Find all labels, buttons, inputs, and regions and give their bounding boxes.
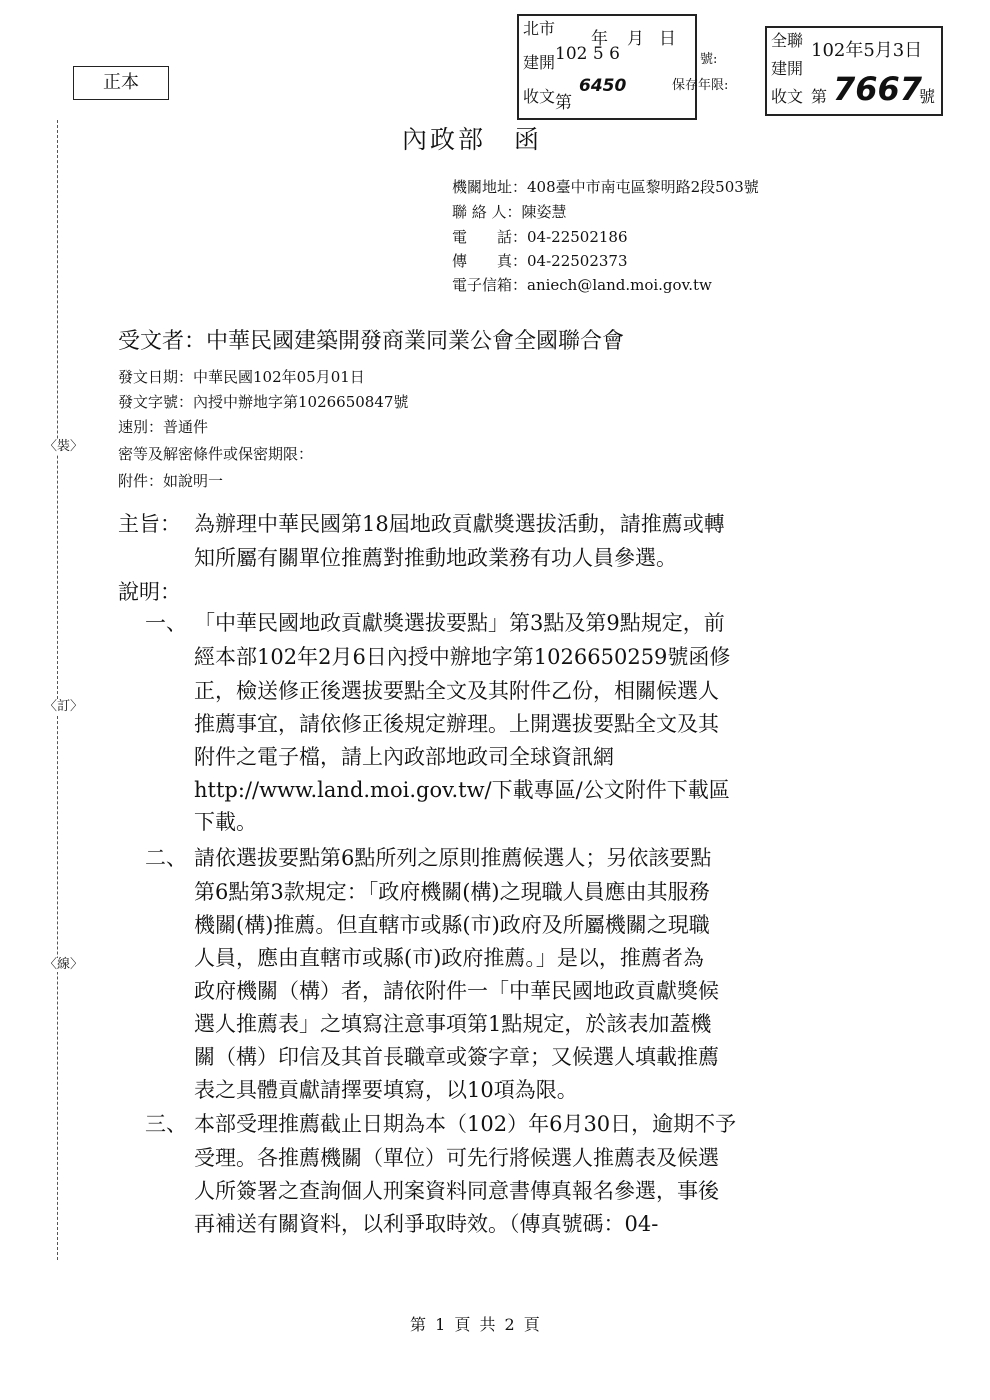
item-1-line-3: 正，檢送修正後選拔要點全文及其附件乙份，相關候選人 bbox=[194, 679, 719, 703]
subject-line-2: 知所屬有關單位推薦對推動地政業務有功人員參選。 bbox=[194, 546, 677, 570]
stamp-left-day-label: 日 bbox=[659, 29, 676, 49]
item-2-line-1: 請依選拔要點第6點所列之原則推薦候選人；另依該要點 bbox=[194, 846, 712, 870]
stamp-right-handwritten-number: 7667 bbox=[833, 70, 923, 108]
item-1-line-7: 下載。 bbox=[194, 810, 257, 834]
item-3-marker: 三、 bbox=[145, 1112, 187, 1136]
item-2-line-4: 人員，應由直轄市或縣(市)政府推薦。」是以，推薦者為 bbox=[194, 946, 704, 970]
item-3-line-3: 人所簽署之查詢個人刑案資料同意書傳真報名參選，事後 bbox=[194, 1179, 719, 1203]
stamp-left-year-label: 年 bbox=[591, 29, 608, 49]
item-2-marker: 二、 bbox=[145, 846, 187, 870]
subject-line-1: 為辦理中華民國第18屆地政貢獻獎選拔活動，請推薦或轉 bbox=[194, 512, 725, 536]
explanation-label: 說明： bbox=[118, 580, 181, 604]
urgency: 速別：普通件 bbox=[118, 418, 209, 436]
recipient: 受文者：中華民國建築開發商業同業公會全國聯合會 bbox=[118, 329, 625, 354]
original-copy-label: 正本 bbox=[73, 66, 169, 100]
document-number: 發文字號：內授中辦地字第1026650847號 bbox=[118, 393, 409, 411]
contact-email: 電子信箱：aniech@land.moi.gov.tw bbox=[452, 276, 712, 294]
item-2-line-5: 政府機關（構）者，請依附件一「中華民國地政貢獻獎候 bbox=[194, 979, 719, 1003]
item-1-line-2: 經本部102年2月6日內授中辦地字第1026650259號函修 bbox=[194, 645, 731, 669]
page-number: 第 1 頁 共 2 頁 bbox=[410, 1315, 542, 1334]
item-1-marker: 一、 bbox=[145, 611, 187, 635]
stamp-left-label-2: 建開 bbox=[523, 53, 556, 72]
stamp-left-side-label-1: 號: bbox=[700, 52, 718, 67]
item-1-line-6: http://www.land.moi.gov.tw/下載專區/公文附件下載區 bbox=[194, 778, 730, 802]
item-2-line-6: 選人推薦表」之填寫注意事項第1點規定，於該表加蓋機 bbox=[194, 1012, 712, 1036]
issue-date: 發文日期：中華民國102年05月01日 bbox=[118, 368, 365, 386]
subject-label: 主旨： bbox=[118, 512, 181, 536]
binding-mark-zhuang: 〈裝〉 bbox=[44, 439, 84, 454]
item-2-line-3: 機關(構)推薦。但直轄市或縣(市)政府及所屬機關之現職 bbox=[194, 913, 710, 937]
document-title: 內政部 函 bbox=[402, 125, 543, 154]
stamp-right-label-3: 收文 bbox=[770, 87, 803, 106]
stamp-right-date: 102年5月3日 bbox=[811, 40, 923, 61]
stamp-left-no-prefix: 第 bbox=[555, 93, 572, 113]
item-3-line-1: 本部受理推薦截止日期為本（102）年6月30日，逾期不予 bbox=[194, 1112, 737, 1136]
stamp-left-month-label: 月 bbox=[627, 29, 644, 49]
stamp-right-label-2: 建開 bbox=[770, 59, 803, 78]
item-1-line-1: 「中華民國地政貢獻獎選拔要點」第3點及第9點規定，前 bbox=[194, 611, 725, 635]
item-3-line-2: 受理。各推薦機關（單位）可先行將候選人推薦表及候選 bbox=[194, 1146, 719, 1170]
item-3-line-4: 再補送有關資料，以利爭取時效。（傳真號碼：04- bbox=[194, 1212, 659, 1236]
stamp-left-date: 102 5 6 bbox=[555, 44, 620, 64]
item-2-line-2: 第6點第3款規定：「政府機關(構)之現職人員應由其服務 bbox=[194, 880, 710, 904]
attachment: 附件：如說明一 bbox=[118, 472, 224, 490]
stamp-left-label-1: 北市 bbox=[523, 19, 556, 38]
binding-line bbox=[57, 120, 58, 1260]
item-2-line-7: 關（構）印信及其首長職章或簽字章；又候選人填載推薦 bbox=[194, 1045, 719, 1069]
receipt-stamp-national bbox=[765, 26, 943, 116]
stamp-right-label-1: 全聯 bbox=[770, 31, 803, 50]
stamp-left-label-3: 收文 bbox=[523, 87, 556, 106]
stamp-left-side-label-2: 保存年限: bbox=[672, 78, 729, 93]
item-1-line-5: 附件之電子檔，請上內政部地政司全球資訊網 bbox=[194, 745, 614, 769]
contact-fax: 傳 真：04-22502373 bbox=[452, 252, 628, 270]
stamp-left-handwritten-number: 6450 bbox=[579, 76, 627, 96]
confidentiality: 密等及解密條件或保密期限： bbox=[118, 445, 314, 463]
stamp-right-no-prefix: 第 bbox=[811, 87, 828, 106]
binding-mark-xian: 〈線〉 bbox=[44, 957, 84, 972]
contact-person: 聯 絡 人：陳姿慧 bbox=[452, 203, 567, 221]
item-1-line-4: 推薦事宜，請依修正後規定辦理。上開選拔要點全文及其 bbox=[194, 712, 719, 736]
contact-address: 機關地址：408臺中市南屯區黎明路2段503號 bbox=[452, 178, 759, 196]
stamp-right-no-suffix: 號 bbox=[919, 87, 936, 106]
binding-mark-ding: 〈訂〉 bbox=[44, 699, 84, 714]
contact-phone: 電 話：04-22502186 bbox=[452, 228, 628, 246]
receipt-stamp-taipei bbox=[517, 14, 697, 120]
item-2-line-8: 表之具體貢獻請擇要填寫，以10項為限。 bbox=[194, 1078, 578, 1102]
